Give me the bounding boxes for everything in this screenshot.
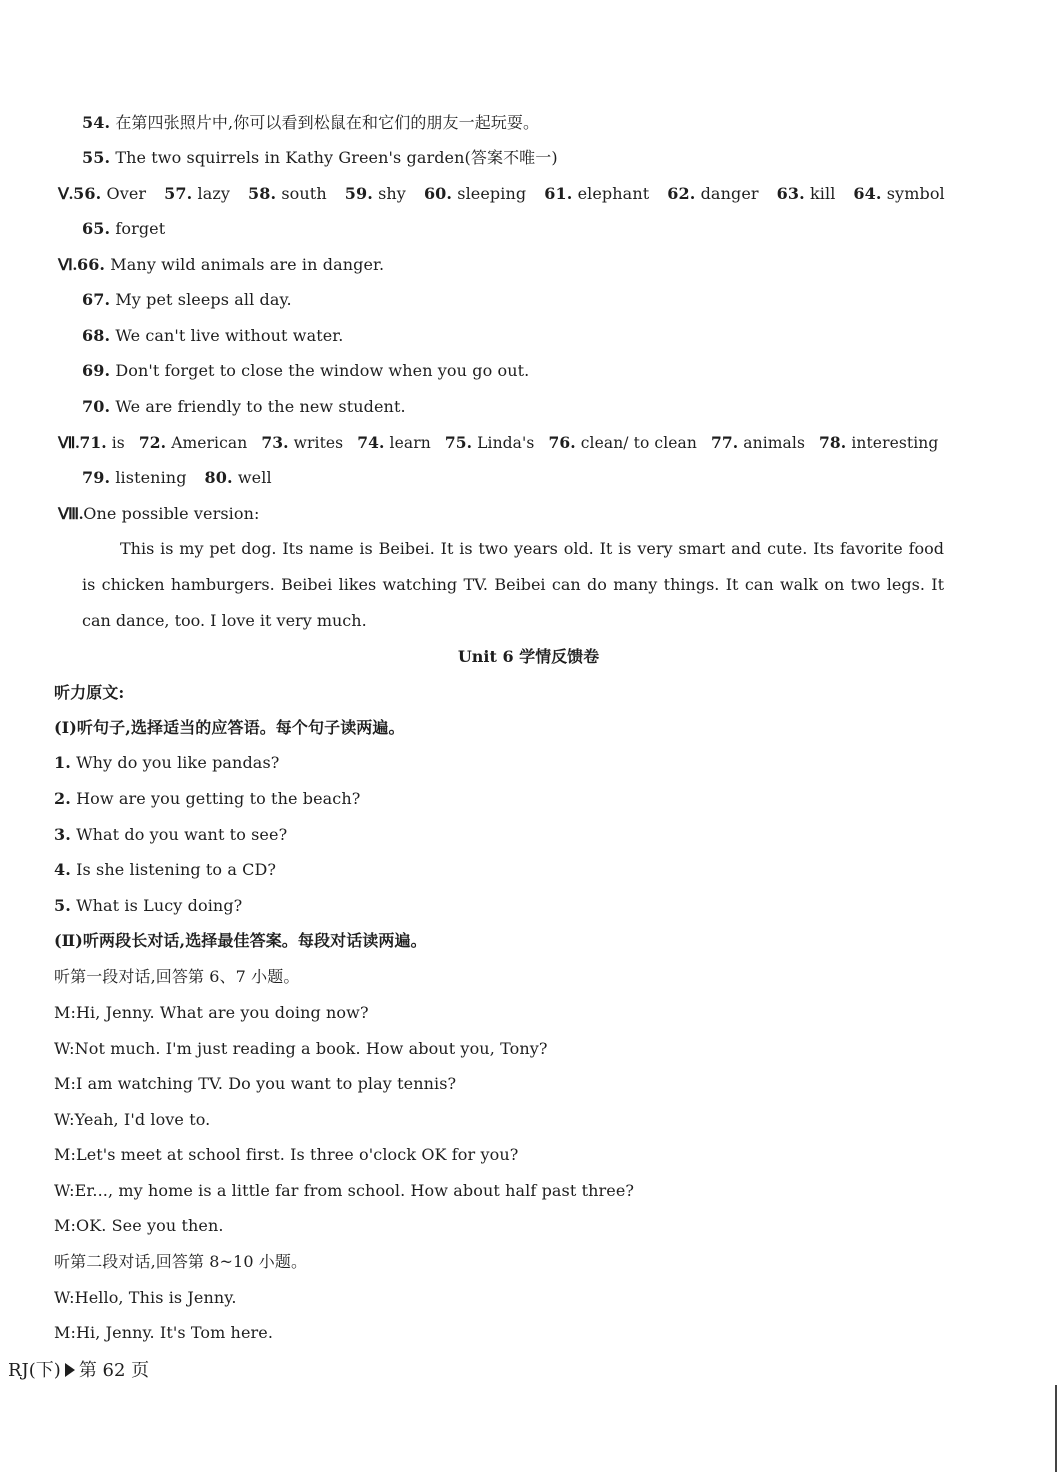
question-3: 3. What do you want to see? (54, 825, 288, 844)
dialogue-2-intro: 听第二段对话,回答第 8~10 小题。 (54, 1252, 308, 1271)
answer-68: 68. We can't live without water. (82, 326, 344, 345)
part-1-heading: (Ⅰ)听句子,选择适当的应答语。每个句子读两遍。 (54, 718, 405, 737)
answer-69: 69. Don't forget to close the window when you go out. (82, 361, 530, 380)
section-7-row: Ⅶ.71. is 72. American 73. writes 74. learn 75. Linda's 76. clean/ to clean 77. animals 78. interesting (58, 433, 939, 452)
question-4: 4. Is she listening to a CD? (54, 860, 277, 879)
section-8-label: Ⅷ.One possible version: (58, 504, 260, 523)
dialogue-line: M:OK. See you then. (54, 1216, 224, 1235)
question-1: 1. Why do you like pandas? (54, 753, 280, 772)
dialogue-line: M:Let's meet at school first. Is three o'clock OK for you? (54, 1145, 519, 1164)
listening-label: 听力原文: (54, 683, 125, 702)
part-2-heading: (Ⅱ)听两段长对话,选择最佳答案。每段对话读两遍。 (54, 931, 427, 950)
answer-67: 67. My pet sleeps all day. (82, 290, 292, 309)
answer-54: 54. 在第四张照片中,你可以看到松鼠在和它们的朋友一起玩耍。 (82, 113, 540, 132)
sample-essay: This is my pet dog. Its name is Beibei. It is two years old. It is very smart and cute. Its favorite food is chicken hamburgers. Beibei likes watching TV. Beibei can do many things. It can walk on two legs. It can dance, too. I love it very much. (82, 539, 944, 630)
section-5-row: Ⅴ.56. Over 57. lazy 58. south 59. shy 60. sleeping 61. elephant 62. danger 63. kill 64. symbol (58, 184, 945, 203)
dialogue-line: W:Hello, This is Jenny. (54, 1288, 237, 1307)
answer-65: 65. forget (82, 219, 166, 238)
dialogue-line: W:Not much. I'm just reading a book. How about you, Tony? (54, 1039, 548, 1058)
dialogue-line: W:Yeah, I'd love to. (54, 1110, 211, 1129)
dialogue-line: M:Hi, Jenny. It's Tom here. (54, 1323, 274, 1342)
answer-70: 70. We are friendly to the new student. (82, 397, 406, 416)
answer-55: 55. The two squirrels in Kathy Green's garden(答案不唯一) (82, 148, 558, 167)
dialogue-line: W:Er..., my home is a little far from school. How about half past three? (54, 1181, 635, 1200)
answers-79-80: 79. listening 80. well (82, 468, 272, 487)
dialogue-line: M:I am watching TV. Do you want to play tennis? (54, 1074, 457, 1093)
question-2: 2. How are you getting to the beach? (54, 789, 361, 808)
unit-title: Unit 6 学情反馈卷 (457, 647, 600, 666)
answer-66: Ⅵ.66. Many wild animals are in danger. (58, 255, 385, 274)
page-footer: RJ(下) 第 62 页 (8, 1360, 150, 1381)
question-5: 5. What is Lucy doing? (54, 896, 243, 915)
dialogue-line: M:Hi, Jenny. What are you doing now? (54, 1003, 369, 1022)
triangle-arrow-icon (65, 1363, 75, 1377)
dialogue-1-intro: 听第一段对话,回答第 6、7 小题。 (54, 967, 300, 986)
